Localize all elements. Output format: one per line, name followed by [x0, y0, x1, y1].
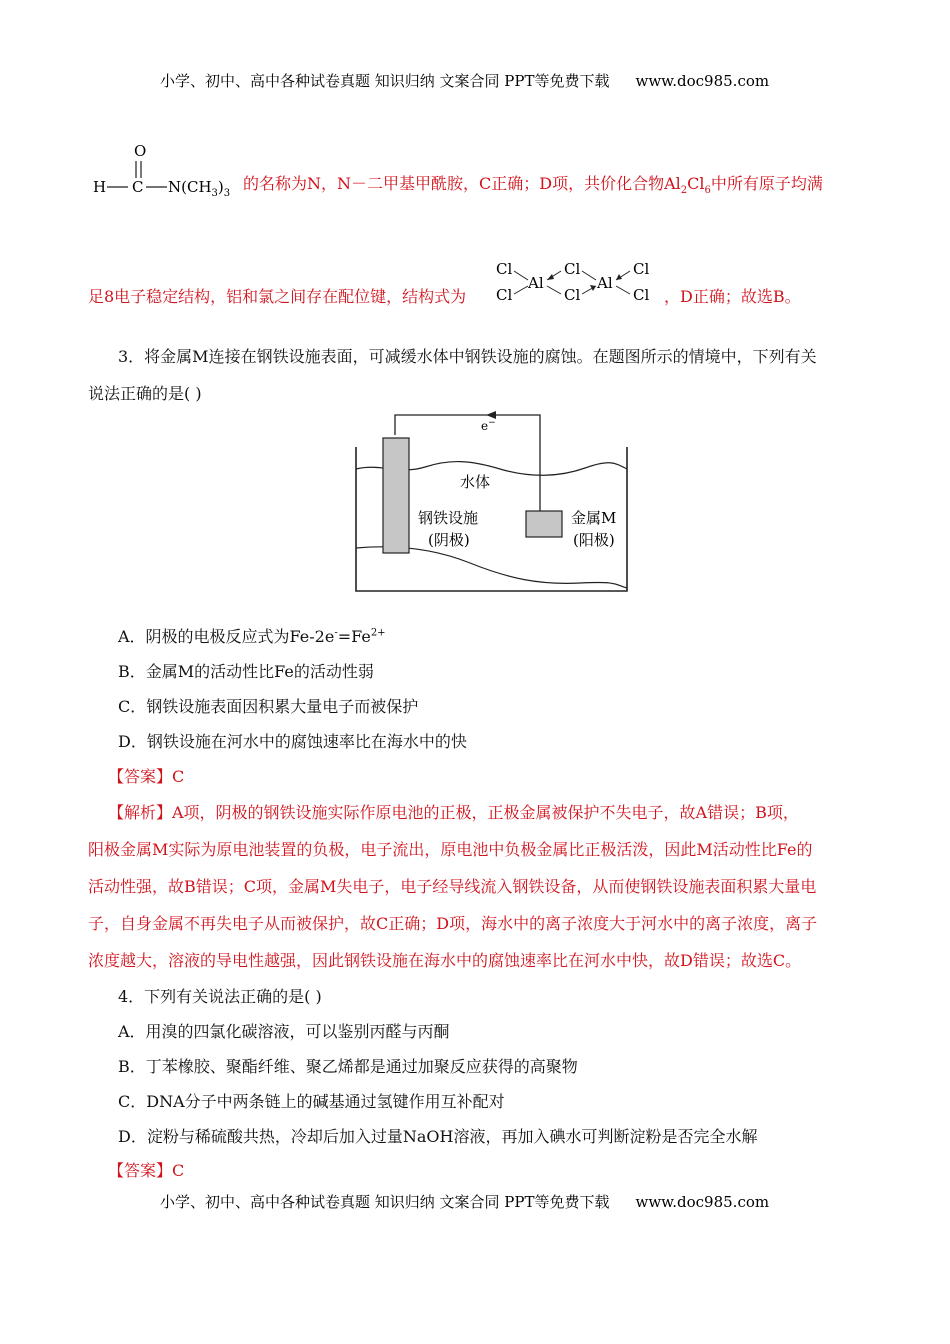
q3-analysis-1: 【解析】A项，阴极的钢铁设施实际作原电池的正极，正极金属被保护不失电子，故A错误；B项，: [108, 803, 799, 822]
page-footer: [160, 1191, 769, 1212]
q4-option-c: C．DNA分子中两条链上的碱基通过氢键作用互补配对: [118, 1092, 505, 1111]
header-site: www.doc985.com: [635, 72, 770, 90]
svg-text:Cl: Cl: [633, 286, 650, 304]
page-header: [160, 70, 769, 91]
prev-line-1: 的名称为N，N－二甲基甲酰胺，C正确；D项，共价化合物$Al_2Cl_6$中所有原子均满: [243, 174, 823, 197]
q3-stem-1: 3．将金属M连接在钢铁设施表面，可减缓水体中钢铁设施的腐蚀。在题图所示的情境中，下列有关: [118, 347, 817, 366]
svg-text:Cl: Cl: [496, 286, 513, 304]
metal-label-2: (阳极): [573, 531, 615, 549]
formula-n: $N(CH_3)_3$: [168, 178, 231, 199]
steel-electrode: [383, 438, 409, 553]
q4-option-d: D．淀粉与稀硫酸共热，冷却后加入过量NaOH溶液，再加入碘水可判断淀粉是否完全水解: [118, 1127, 758, 1146]
footer-site: www.doc985.com: [635, 1193, 770, 1211]
q3-option-c: C．钢铁设施表面因积累大量电子而被保护: [118, 697, 419, 716]
q3-analysis-4: 子，自身金属不再失电子从而被保护，故C正确；D项，海水中的离子浓度大于河水中的离子浓度，离子: [88, 914, 818, 933]
svg-text:Cl: Cl: [564, 286, 581, 304]
svg-text:Cl: Cl: [564, 260, 581, 278]
q3-answer: 【答案】C: [108, 767, 185, 786]
svg-text:Al: Al: [528, 274, 544, 292]
svg-text:Cl: Cl: [496, 260, 513, 278]
prev-line-2-a: 足8电子稳定结构，铝和氯之间存在配位键，结构式为: [88, 287, 467, 306]
steel-label-2: (阴极): [428, 531, 470, 549]
q3-option-a: A．阴极的电极反应式为$Fe-2e^-=Fe^{2+}$: [118, 627, 386, 646]
formula-c: C: [132, 178, 144, 196]
q3-stem-2: 说法正确的是( ): [88, 384, 202, 403]
svg-text:Cl: Cl: [633, 260, 650, 278]
water-label: 水体: [460, 473, 491, 491]
al2cl6-structure: [492, 252, 662, 308]
dmf-structure: [90, 140, 240, 210]
q3-analysis-2: 阳极金属M实际为原电池装置的负极，电子流出，原电池中负极金属比正极活泼，因此M活动性比Fe的: [88, 840, 813, 859]
svg-text:Al: Al: [597, 274, 613, 292]
q3-analysis-5: 浓度越大，溶液的导电性越强，因此钢铁设施在海水中的腐蚀速率比在河水中快，故D错误；故选C。: [88, 951, 802, 970]
q4-stem: 4．下列有关说法正确的是( ): [118, 987, 322, 1006]
q3-analysis-3: 活动性强，故B错误；C项，金属M失电子，电子经导线流入钢铁设备，从而使钢铁设施表面积累大量电: [88, 877, 817, 896]
prev-line-2-b: ，D正确；故选B。: [664, 287, 801, 306]
metal-m-electrode: [526, 511, 562, 537]
formula-h: H: [93, 178, 107, 196]
steel-label-1: 钢铁设施: [418, 509, 479, 527]
formula-o: O: [134, 142, 147, 160]
metal-label-1: 金属M: [571, 509, 617, 527]
electron-label: e−: [481, 418, 496, 433]
q4-answer: 【答案】C: [108, 1161, 185, 1180]
q4-option-b: B．丁苯橡胶、聚酯纤维、聚乙烯都是通过加聚反应获得的高聚物: [118, 1057, 578, 1076]
q3-option-b: B．金属M的活动性比Fe的活动性弱: [118, 662, 374, 681]
q4-option-a: A．用溴的四氯化碳溶液，可以鉴别丙醛与丙酮: [118, 1022, 450, 1041]
header-text: 小学、初中、高中各种试卷真题 知识归纳 文案合同 PPT等免费下载: [160, 72, 610, 90]
footer-text: 小学、初中、高中各种试卷真题 知识归纳 文案合同 PPT等免费下载: [160, 1193, 610, 1211]
q3-option-d: D．钢铁设施在河水中的腐蚀速率比在海水中的快: [118, 732, 467, 751]
corrosion-diagram: [350, 405, 635, 595]
